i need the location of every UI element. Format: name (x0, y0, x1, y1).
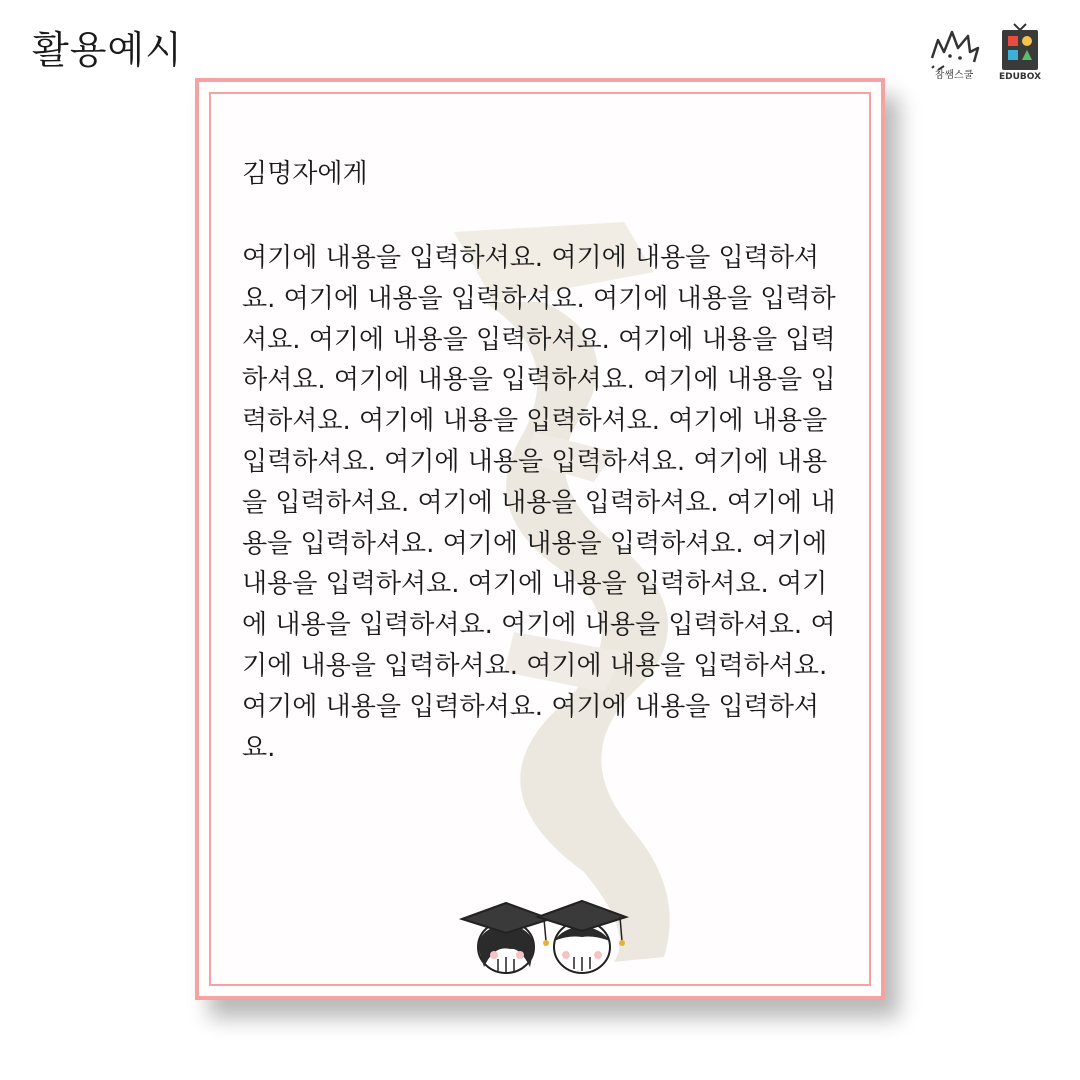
page-title: 활용예시 (32, 28, 183, 72)
chamssam-logo-text: 참쌤스쿨 (934, 70, 974, 81)
chamssam-school-logo (924, 22, 984, 82)
graduates-illustration-icon (454, 897, 634, 977)
chamssam-logo-icon (924, 22, 984, 82)
brand-logos (924, 22, 1044, 82)
letter-body[interactable]: 여기에 내용을 입력하셔요. 여기에 내용을 입력하셔요. 여기에 내용을 입력하셔요. 여기에 내용을 입력하셔요. 여기에 내용을 입력하셔요. 여기에 내용을 입력하셔요. 여기에 내용을 입력하셔요. 여기에 내용을 입력하셔요. 여기에 내용을 입력하셔요. 여기에 내용을 입력하셔요. 여기에 내용을 입력하셔요. 여기에 내용을 입력하셔요. 여기에 내용을 입력하셔요. 여기에 내용을 입력하셔요. 여기에 내용을 입력하셔요. 여기에 내용을 입력하셔요. 여기에 내용을 입력하셔요. 여기에 내용을 입력하셔요. 여기에 내용을 입력하셔요. 여기에 내용을 입력하셔요. 여기에 내용을 입력하셔요. 여기에 내용을 입력하셔요. 여기에 내용을 입력하셔요. (242, 243, 836, 763)
letter-recipient[interactable]: 김명자에게 (242, 159, 368, 189)
edubox-logo (996, 22, 1044, 82)
letter-card (195, 78, 885, 1000)
edubox-logo-text: EDUBOX (998, 72, 1042, 82)
edubox-logo-icon (996, 22, 1044, 74)
